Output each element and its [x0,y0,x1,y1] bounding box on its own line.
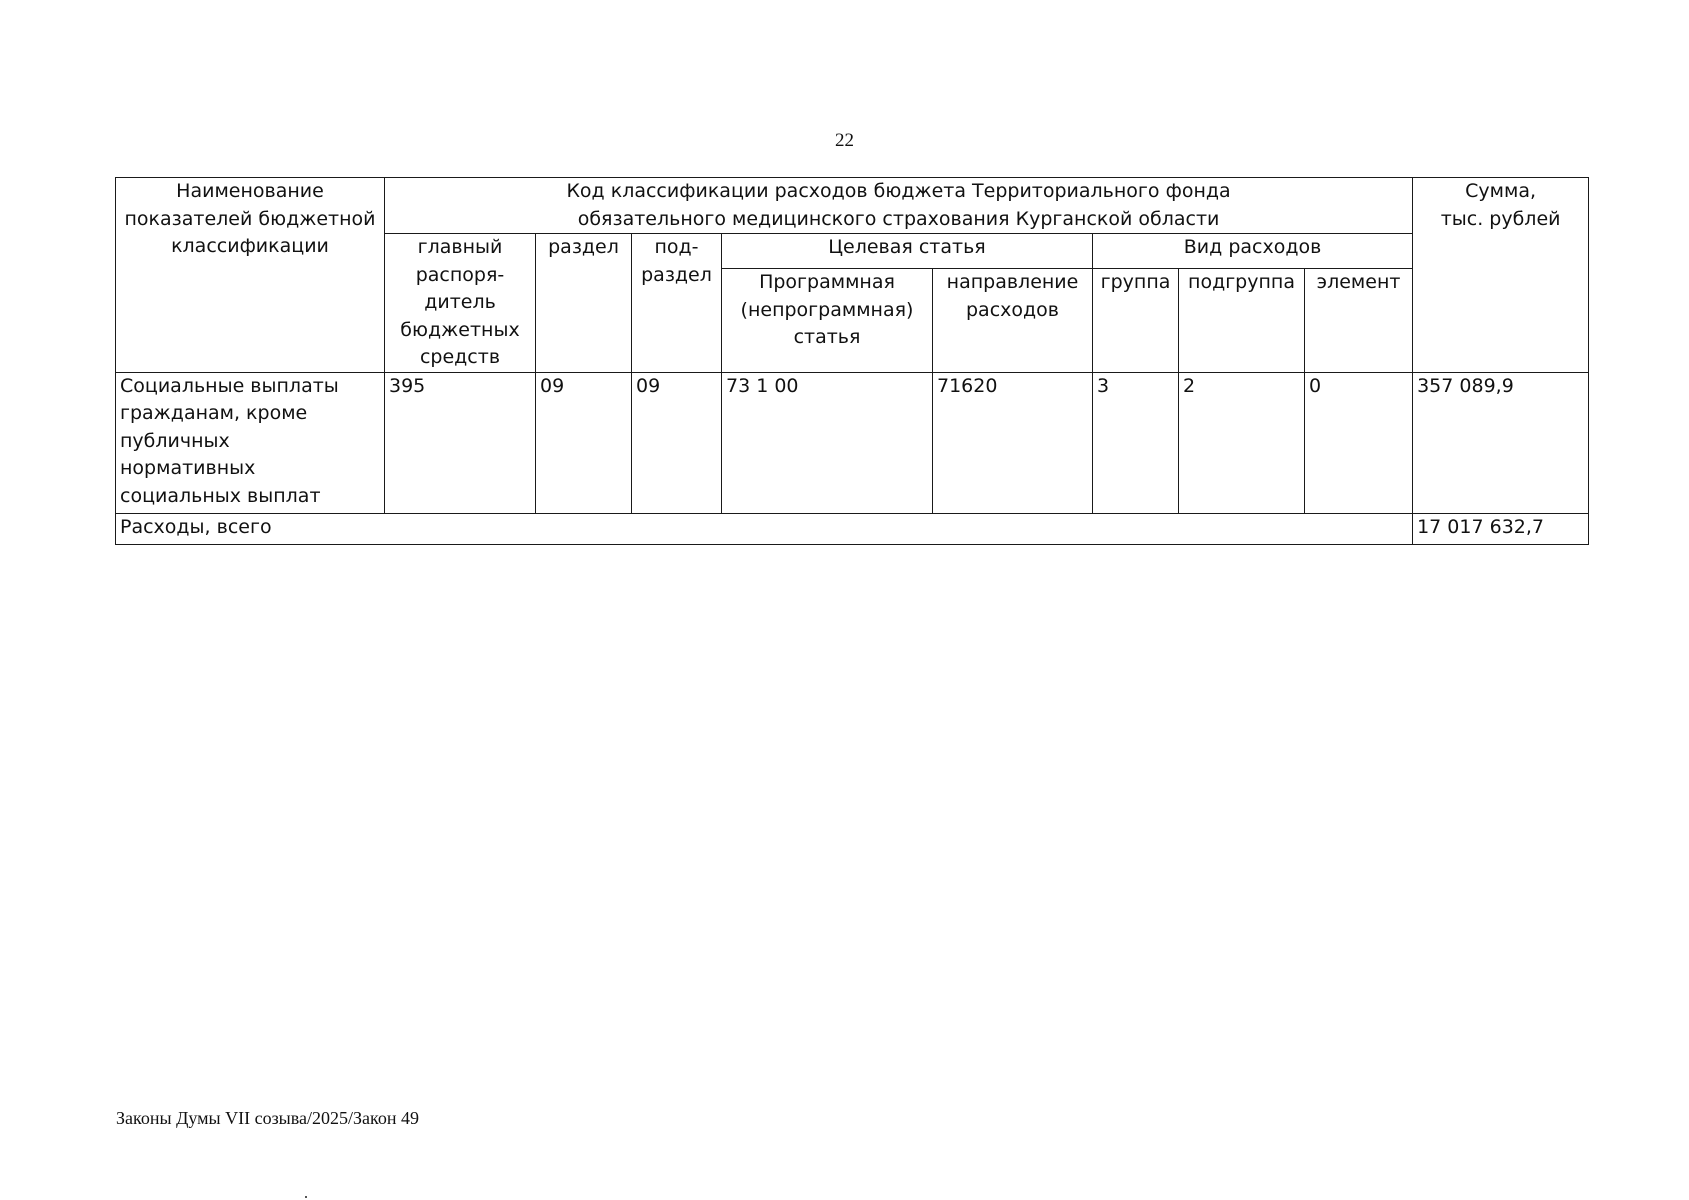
total-amount: 17 017 632,7 [1413,513,1589,544]
scan-speck [305,1196,307,1198]
row-element: 0 [1305,372,1413,513]
header-group: группа [1093,269,1179,372]
document-footer: Законы Думы VII созыва/2025/Закон 49 [116,1108,419,1128]
row-section: 09 [536,372,632,513]
row-group: 3 [1093,372,1179,513]
header-row-1 [116,178,1589,234]
header-section: раздел [536,234,632,373]
row-indicator-name: Социальные выплаты гражданам, кроме публичных нормативных социальных выплат [116,372,385,513]
header-subgroup: подгруппа [1179,269,1305,372]
table-row [116,372,1589,513]
total-row [116,513,1589,544]
header-classification-code: Код классификации расходов бюджета Территориального фонда обязательного медицинского страхования Курганской области [385,178,1413,234]
row-subgroup: 2 [1179,372,1305,513]
header-program-article: Программная (непрограммная) статья [722,269,933,372]
row-chief-administrator: 395 [385,372,536,513]
header-amount: Сумма, тыс. рублей [1413,178,1589,373]
row-program-article: 73 1 00 [722,372,933,513]
header-indicator-name: Наименование показателей бюджетной классификации [116,178,385,373]
header-subsection: под- раздел [632,234,722,373]
header-expense-direction: направление расходов [933,269,1093,372]
page-number: 22 [835,130,854,151]
header-target-article: Целевая статья [722,234,1093,269]
row-subsection: 09 [632,372,722,513]
header-expense-type: Вид расходов [1093,234,1413,269]
header-element: элемент [1305,269,1413,372]
row-expense-direction: 71620 [933,372,1093,513]
total-label: Расходы, всего [116,513,1413,544]
budget-classification-table [115,177,1589,545]
header-chief-administrator: главный распоря- дитель бюджетных средств [385,234,536,373]
row-amount: 357 089,9 [1413,372,1589,513]
